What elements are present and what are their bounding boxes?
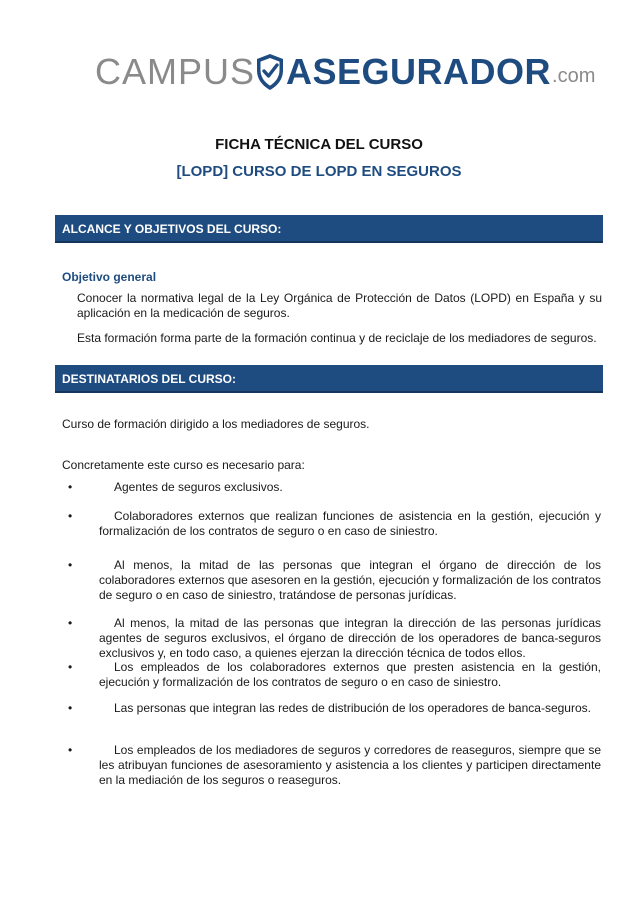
document-title: FICHA TÉCNICA DEL CURSO [215,136,423,153]
bullet-marker: • [68,743,73,757]
lead-paragraph: Concretamente este curso es necesario para: [62,458,305,472]
list-item: Agentes de seguros exclusivos. [114,480,283,494]
bullet-marker: • [68,701,73,715]
bullet-marker: • [68,660,73,674]
section-heading-destinatarios: DESTINATARIOS DEL CURSO: [55,365,603,393]
formacion-paragraph: Esta formación forma parte de la formación continua y de reciclaje de los mediadores de seguros. [77,331,597,345]
logo-asegurador-text: ASEGURADOR [286,51,552,92]
course-title: [LOPD] CURSO DE LOPD EN SEGUROS [176,163,462,180]
bullet-marker: • [68,480,73,494]
section-heading-alcance: ALCANCE Y OBJETIVOS DEL CURSO: [55,215,603,243]
shield-check-icon [255,53,285,91]
objetivo-general-heading: Objetivo general [62,270,157,284]
campus-asegurador-logo [95,50,595,94]
bullet-marker: • [68,509,73,523]
list-item: Al menos, la mitad de las personas que integran el órgano de dirección de los colaboradores externos que asesoren en la gestión, ejecución y formalización de los contratos de seguro o en caso de siniestro, tratándose de personas jurídicas. [99,558,601,602]
logo-campus-text: CAMPUS [95,51,256,92]
logo-dotcom-text: .com [552,65,596,87]
list-item: Las personas que integran las redes de distribución de los operadores de banca-seguros. [114,701,591,715]
objetivo-paragraph: Conocer la normativa legal de la Ley Orgánica de Protección de Datos (LOPD) en España y su aplicación en la medicación de seguros. [77,291,602,320]
list-item: Colaboradores externos que realizan funciones de asistencia en la gestión, ejecución y formalización de los contratos de seguro o en caso de siniestro. [99,509,601,538]
list-item: Los empleados de los colaboradores externos que presten asistencia en la gestión, ejecución y formalización de los contratos de seguro o en caso de siniestro. [99,660,601,689]
bullet-marker: • [68,616,73,630]
intro-paragraph: Curso de formación dirigido a los mediadores de seguros. [62,417,370,431]
list-item: Los empleados de los mediadores de seguros y corredores de reaseguros, siempre que se les atribuyan funciones de asesoramiento y asistencia a los clientes y participen directamente en la mediación de los seguros o reaseguros. [99,743,601,787]
bullet-marker: • [68,558,73,572]
list-item: Al menos, la mitad de las personas que integran la dirección de las personas jurídicas agentes de seguros exclusivos, el órgano de dirección de los operadores de banca-seguros exclusivos y, en todo caso, a quienes ejerzan la dirección técnica de todos ellos. [99,616,601,660]
